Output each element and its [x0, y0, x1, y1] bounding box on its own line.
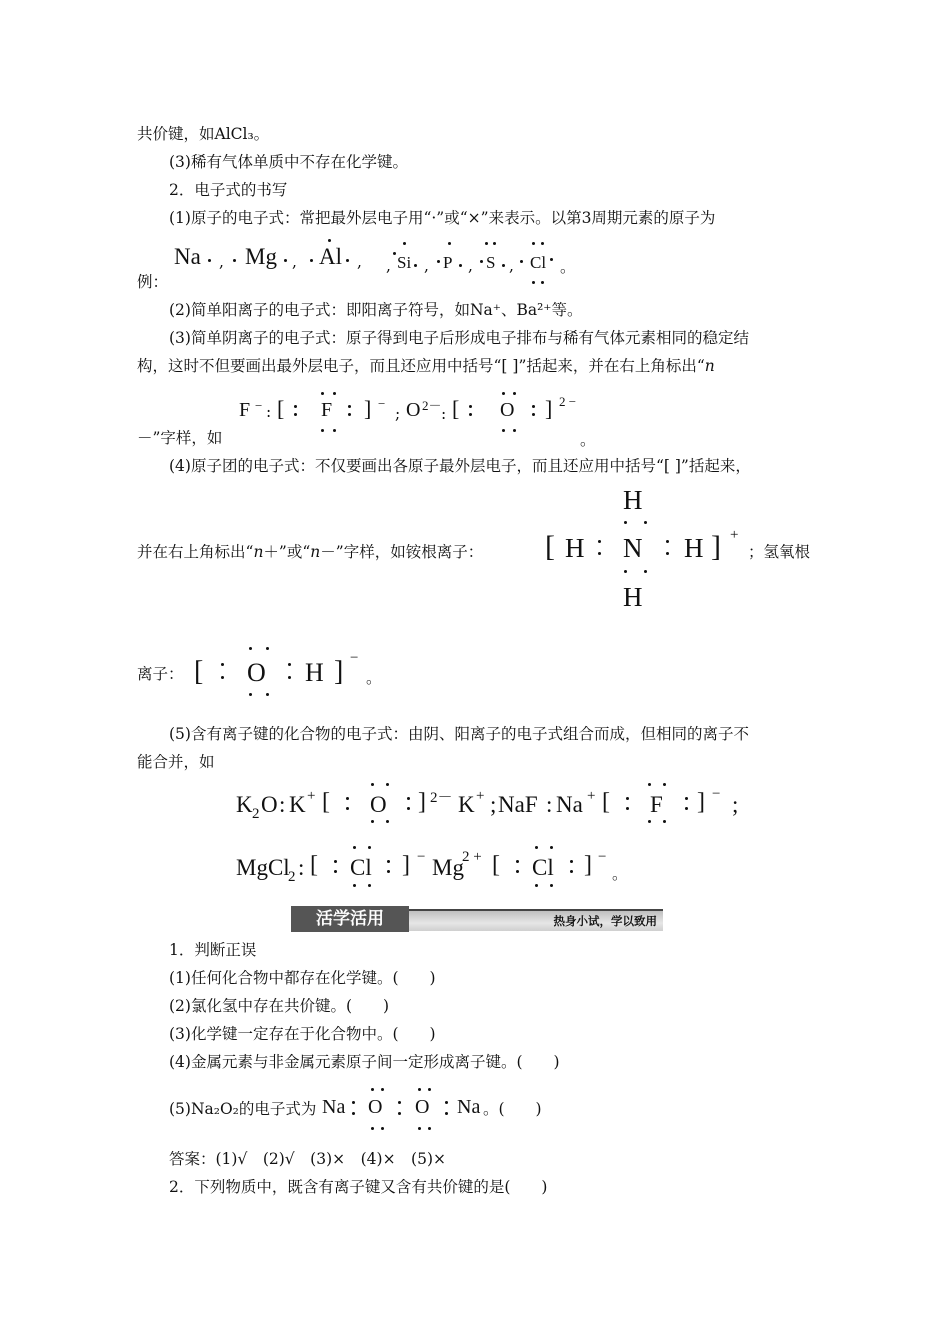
answer-line: 答案：(1)√ (2)√ (3)× (4)× (5)× [169, 1150, 446, 1168]
question-heading: 2．下列物质中，既含有离子键又含有共价键的是( ) [169, 1178, 548, 1196]
question-item: (2)氯化氢中存在共价键。( ) [169, 997, 390, 1015]
text-line: (1)原子的电子式：常把最外层电子用“·”或“×”来表示。以第3周期元素的原子为 [169, 209, 716, 227]
text-line: 构，这时不但要画出最外层电子，而且还应用中括号“[ ]”括起来，并在右上角标出“n [137, 357, 715, 375]
text-line: 共价键，如AlCl₃。 [137, 125, 270, 143]
text-line: －”字样，如 [137, 429, 223, 447]
formula-si: Si [397, 253, 412, 272]
text-line: (4)原子团的电子式：不仅要画出各原子最外层电子，而且还应用中括号“[ ]”括起来， [169, 457, 751, 475]
text-line: 并在右上角标出“n＋”或“n－”字样，如铵根离子： [137, 543, 484, 561]
formula-mg: Mg [245, 244, 277, 269]
question-item: (5)Na₂O₂的电子式为 [169, 1100, 317, 1118]
text-line: 离子： [137, 665, 184, 683]
banner-title: 活学活用 [291, 906, 409, 932]
text-line: 能合并，如 [137, 753, 215, 771]
question-heading: 1．判断正误 [169, 941, 257, 959]
text-line: (2)简单阳离子的电子式：即阳离子符号，如Na⁺、Ba²⁺等。 [169, 301, 583, 319]
banner-tagline: 热身小试，学以致用 [553, 914, 657, 928]
question-item: (1)任何化合物中都存在化学键。( ) [169, 969, 436, 987]
text-line: (5)含有离子键的化合物的电子式：由阴、阳离子的电子式组合而成，但相同的离子不 [169, 725, 749, 743]
formula-al: Al [319, 244, 342, 269]
formula-s: S [486, 253, 496, 272]
text-line: (3)稀有气体单质中不存在化学键。 [169, 153, 408, 171]
text-line: (3)简单阴离子的电子式：原子得到电子后形成电子排布与稀有气体元素相同的稳定结 [169, 329, 749, 347]
formula-p: P [443, 253, 453, 272]
question-item: (4)金属元素与非金属元素原子间一定形成离子键。( ) [169, 1053, 560, 1071]
formula-na: Na [174, 244, 201, 269]
question-item: (3)化学键一定存在于化合物中。( ) [169, 1025, 436, 1043]
section-heading: 2．电子式的书写 [169, 181, 288, 199]
text-line: 例： [137, 273, 169, 291]
section-banner [291, 906, 663, 932]
formula-cl: Cl [530, 253, 547, 272]
